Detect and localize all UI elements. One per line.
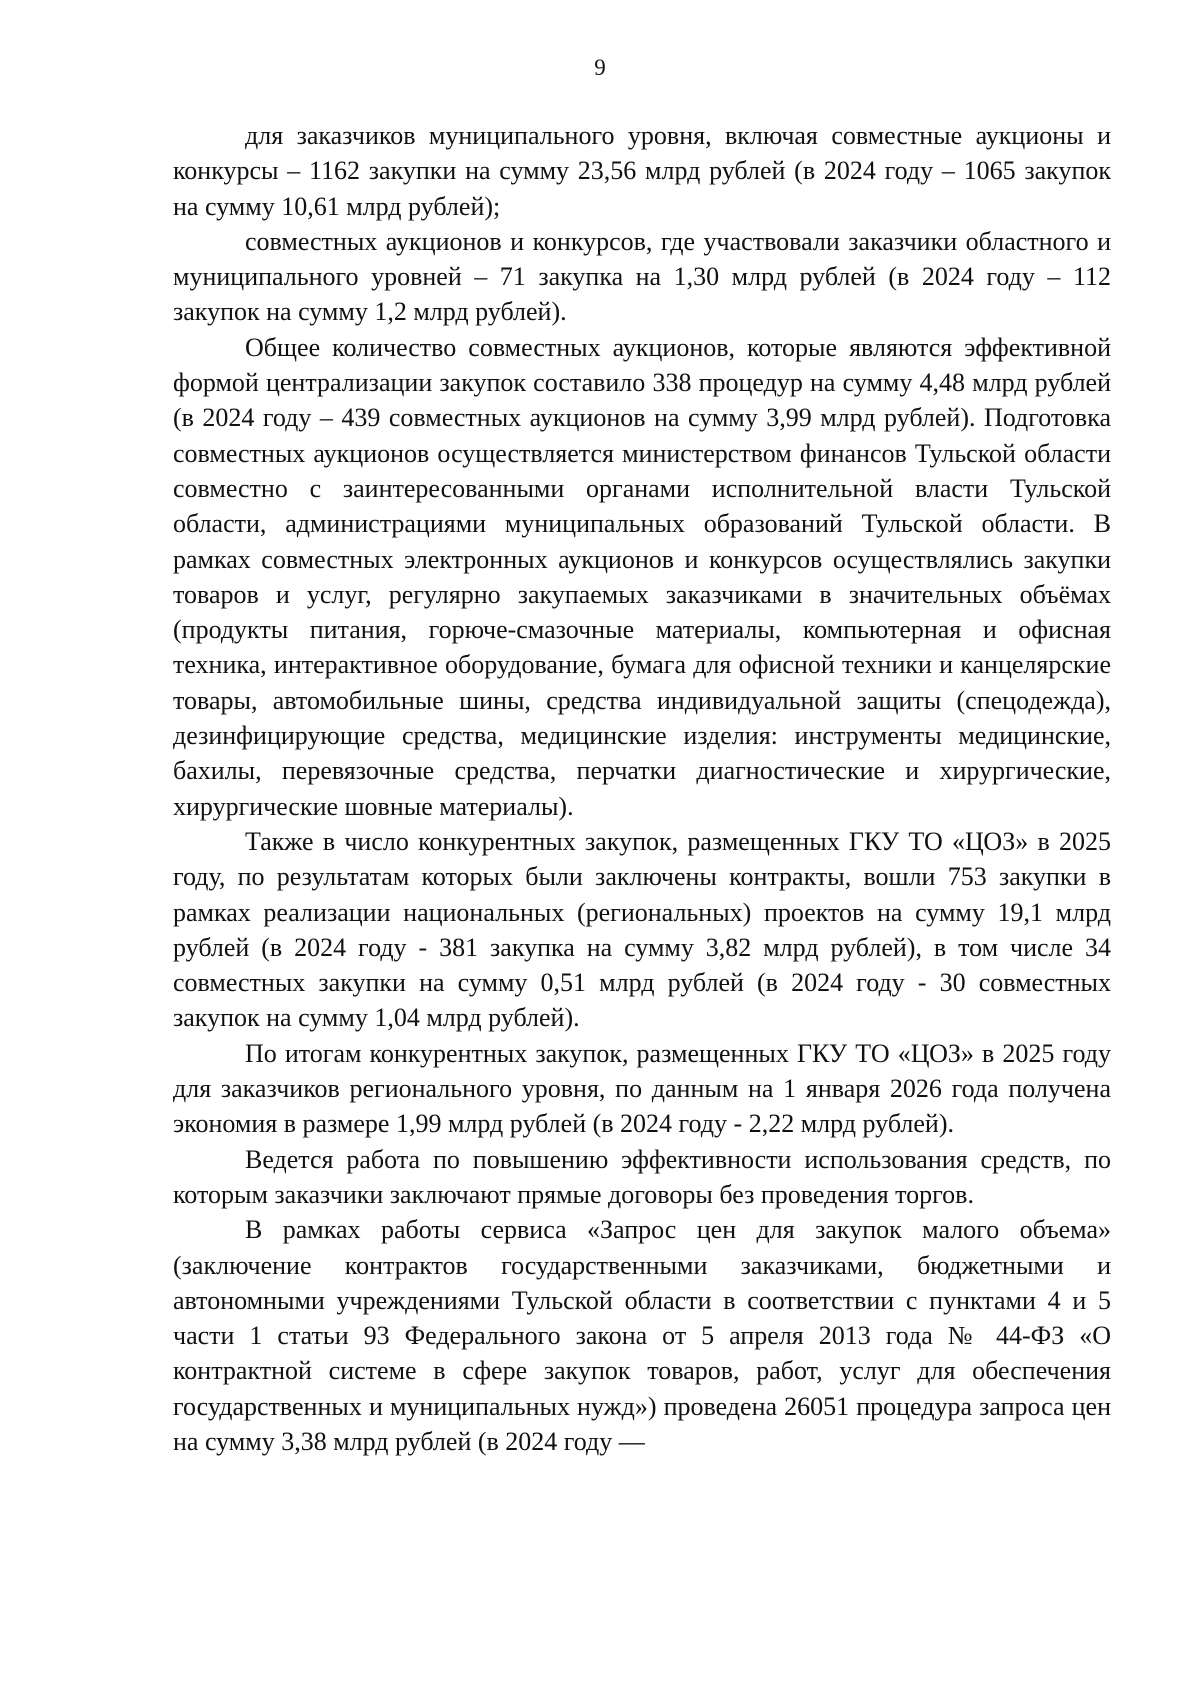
document-body: [173, 118, 1111, 1459]
paragraph-joint-auctions-total: Общее количество совместных аукционов, которые являются эффективной формой централизации закупок составило 338 процедур на сумму 4,48 млрд рублей (в 2024 году – 439 совместных аукционов на сумму 3,99 млрд рублей). Подготовка совместных аукционов осуществляется министерством финансов Тульской области совместно с заинтересованными органами исполнительной власти Тульской области, администрациями муниципальных образований Тульской области. В рамках совместных электронных аукционов и конкурсов осуществлялись закупки товаров и услуг, регулярно закупаемых заказчиками в значительных объёмах (продукты питания, горюче-смазочные материалы, компьютерная и офисная техника, интерактивное оборудование, бумага для офисной техники и канцелярские товары, автомобильные шины, средства индивидуальной защиты (спецодежда), дезинфицирующие средства, медицинские изделия: инструменты медицинские, бахилы, перевязочные средства, перчатки диагностические и хирургические, хирургические шовные материалы).: [173, 332, 1111, 821]
paragraph-national-projects: Также в число конкурентных закупок, размещенных ГКУ ТО «ЦОЗ» в 2025 году, по результатам которых были заключены контракты, вошли 753 закупки в рамках реализации национальных (региональных) проектов на сумму 19,1 млрд рублей (в 2024 году - 381 закупка на сумму 3,82 млрд рублей), в том числе 34 совместных закупки на сумму 0,51 млрд рублей (в 2024 году - 30 совместных закупок на сумму 1,04 млрд рублей).: [173, 826, 1111, 1033]
paragraph-direct-contracts: Ведется работа по повышению эффективности использования средств, по которым заказчики заключают прямые договоры без проведения торгов.: [173, 1144, 1111, 1209]
paragraph-price-request-service: В рамках работы сервиса «Запрос цен для закупок малого объема» (заключение контрактов государственными заказчиками, бюджетными и автономными учреждениями Тульской области в соответствии с пунктами 4 и 5 части 1 статьи 93 Федерального закона от 5 апреля 2013 года № 44-ФЗ «О контрактной системе в сфере закупок товаров, работ, услуг для обеспечения государственных и муниципальных нужд») проведена 26051 процедура запроса цен на сумму 3,38 млрд рублей (в 2024 году —: [173, 1215, 1111, 1456]
paragraph-municipal-customers: для заказчиков муниципального уровня, включая совместные аукционы и конкурсы – 1162 закупки на сумму 23,56 млрд рублей (в 2024 году – 1065 закупок на сумму 10,61 млрд рублей);: [173, 121, 1111, 221]
paragraph-joint-auctions-regional-municipal: совместных аукционов и конкурсов, где участвовали заказчики областного и муниципального уровней – 71 закупка на 1,30 млрд рублей (в 2024 году – 112 закупок на сумму 1,2 млрд рублей).: [173, 226, 1111, 327]
paragraph-savings: По итогам конкурентных закупок, размещенных ГКУ ТО «ЦОЗ» в 2025 году для заказчиков регионального уровня, по данным на 1 января 2026 года получена экономия в размере 1,99 млрд рублей (в 2024 году - 2,22 млрд рублей).: [173, 1038, 1111, 1139]
page-number: 9: [594, 55, 606, 80]
